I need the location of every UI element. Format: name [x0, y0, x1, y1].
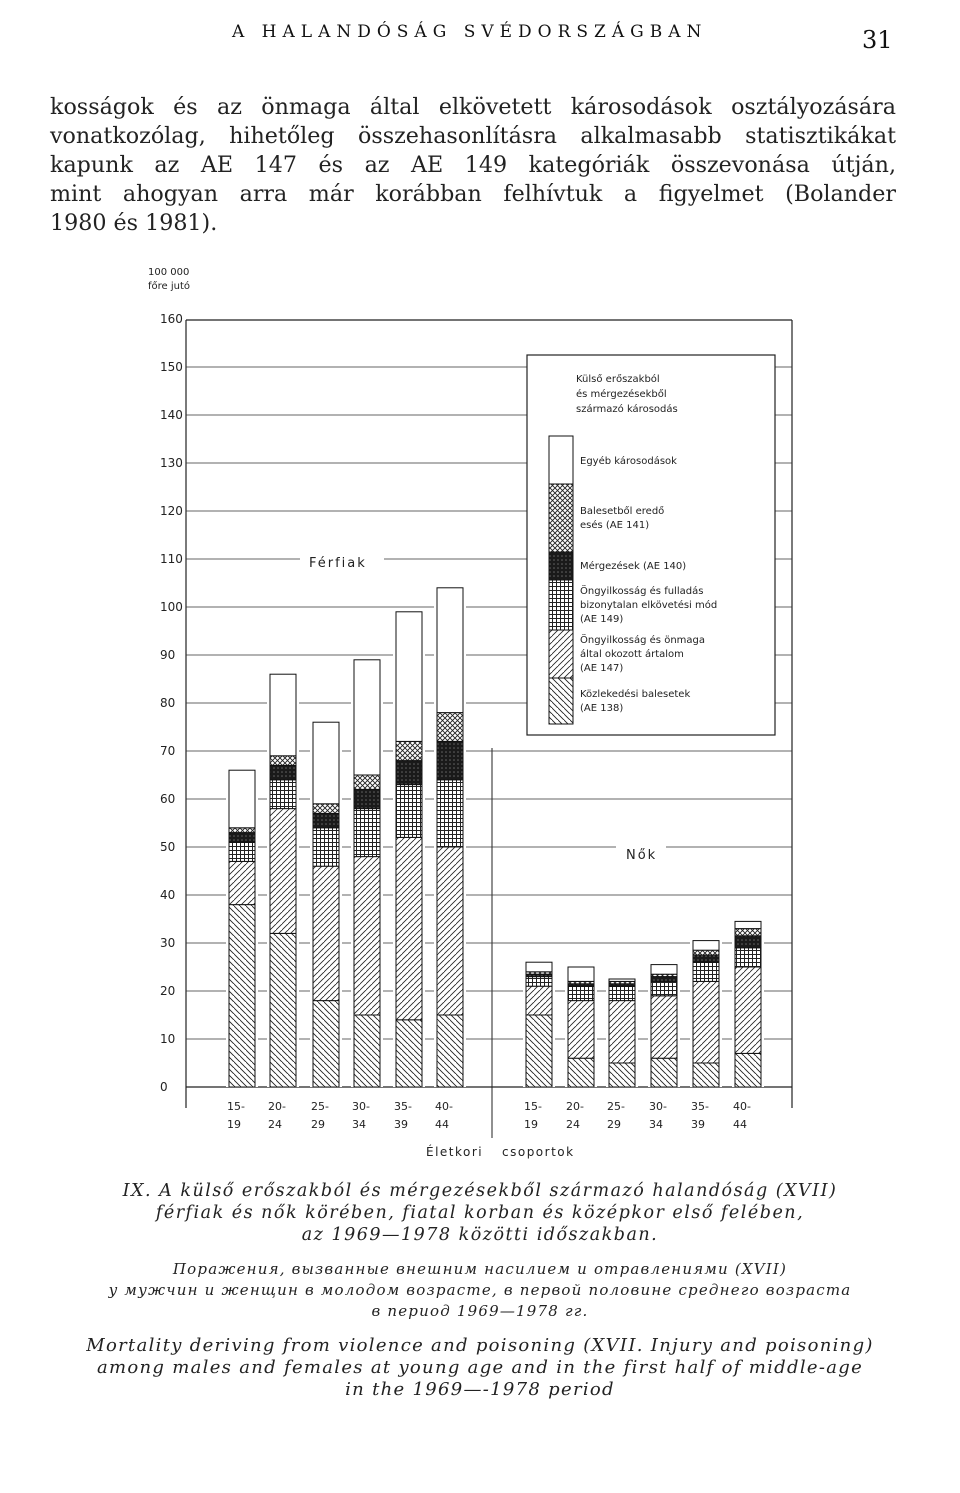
bar-segment-ongy	[526, 986, 552, 1015]
legend-label: Öngyilkosság és önmaga	[580, 635, 705, 646]
y-tick-label: 40	[160, 888, 176, 902]
bar-segment-merg	[270, 765, 296, 779]
legend-label: (AE 149)	[580, 614, 624, 625]
bar-segment-fullad	[229, 842, 255, 861]
x-tick-label: 44	[733, 1118, 747, 1131]
paragraph-line: kosságok és az önmaga által elkövetett károsodások osztályozására	[50, 94, 896, 120]
bar-segment-merg	[437, 741, 463, 779]
bar-segment-ongy	[229, 861, 255, 904]
bar-segment-fullad	[437, 780, 463, 847]
figure-caption	[0, 1180, 960, 1401]
x-tick-label: 35-	[394, 1100, 412, 1113]
y-tick-label: 80	[160, 696, 176, 710]
paragraph-line: vonatkozólag, hihetőleg összehasonlításra alkalmasabb statisztikákat	[50, 123, 896, 149]
bar-segment-eses	[313, 804, 339, 814]
bar-segment-eses	[735, 929, 761, 936]
y-tick-label: 110	[160, 552, 183, 566]
bar-segment-ongy	[270, 809, 296, 934]
bar-segment-fullad	[354, 809, 380, 857]
y-tick-label: 60	[160, 792, 176, 806]
bar-segment-fullad	[609, 986, 635, 1000]
mortality-stacked-bar-chart	[0, 258, 960, 1168]
bar-segment-fullad	[651, 981, 677, 995]
bar-segment-ongy	[693, 981, 719, 1063]
bar-segment-kozl	[354, 1015, 380, 1087]
y-tick-label: 10	[160, 1032, 176, 1046]
bar-segment-kozl	[437, 1015, 463, 1087]
bar-segment-egyeb	[229, 770, 255, 828]
x-tick-label: 15-	[524, 1100, 542, 1113]
legend-label: Egyéb károsodások	[580, 456, 677, 467]
legend-swatch-fullad	[549, 580, 573, 630]
bar-segment-kozl	[526, 1015, 552, 1087]
caption-line: az 1969—1978 közötti időszakban.	[301, 1225, 659, 1245]
bar-segment-egyeb	[735, 921, 761, 928]
bar-segment-egyeb	[437, 588, 463, 713]
y-axis-title-line: főre jutó	[148, 281, 191, 292]
bar-segment-merg	[735, 936, 761, 948]
bar-segment-fullad	[270, 780, 296, 809]
y-tick-label: 90	[160, 648, 176, 662]
x-tick-label: 20-	[268, 1100, 286, 1113]
x-tick-label: 35-	[691, 1100, 709, 1113]
x-tick-label: 24	[268, 1118, 282, 1131]
bar-segment-merg	[229, 833, 255, 843]
y-tick-label: 150	[160, 360, 183, 374]
bar-segment-kozl	[651, 1058, 677, 1087]
caption-english	[0, 1335, 960, 1401]
bar-segment-kozl	[270, 933, 296, 1087]
bar-segment-fullad	[396, 785, 422, 838]
paragraph-line: kapunk az AE 147 és az AE 149 kategóriák összevonása útján,	[50, 152, 896, 178]
x-tick-label: 24	[566, 1118, 580, 1131]
bar-segment-ongy	[313, 866, 339, 1000]
caption-line: in the 1969—-1978 period	[345, 1379, 615, 1400]
bar-segment-fullad	[526, 977, 552, 987]
caption-line: among males and females at young age and in the first half of middle-age	[96, 1357, 864, 1378]
paragraph-line: mint ahogyan arra már korábban felhívtuk a figyelmet (Bolander	[50, 181, 896, 207]
legend-title-line: származó károsodás	[576, 404, 678, 415]
bar-segment-eses	[270, 756, 296, 766]
bar-segment-kozl	[396, 1020, 422, 1087]
legend-swatch-ongy	[549, 630, 573, 678]
page-number: 31	[862, 26, 893, 54]
bar-segment-merg	[313, 813, 339, 827]
x-tick-label: 39	[394, 1118, 408, 1131]
legend-label: Közlekedési balesetek	[580, 689, 691, 700]
bar-segment-fullad	[735, 948, 761, 967]
group-label-women: Nők	[626, 848, 658, 863]
bar-segment-egyeb	[526, 962, 552, 972]
bar-segment-egyeb	[313, 722, 339, 804]
legend-swatch-egyeb	[549, 436, 573, 484]
bar-segment-egyeb	[396, 612, 422, 742]
y-tick-label: 140	[160, 408, 183, 422]
bar-segment-egyeb	[693, 941, 719, 951]
legend-label: esés (AE 141)	[580, 520, 650, 531]
x-tick-label: 29	[311, 1118, 325, 1131]
legend-label: Balesetből eredő	[580, 506, 665, 517]
y-tick-label: 30	[160, 936, 176, 950]
x-tick-label: 40-	[733, 1100, 751, 1113]
x-tick-label: 34	[649, 1118, 663, 1131]
bar-segment-egyeb	[651, 965, 677, 975]
bar-segment-egyeb	[568, 967, 594, 981]
y-tick-label: 70	[160, 744, 176, 758]
bar-segment-kozl	[229, 905, 255, 1087]
x-axis-title-line: csoportok	[502, 1145, 575, 1159]
x-tick-labels	[227, 1100, 751, 1131]
caption-russian	[0, 1259, 960, 1322]
y-tick-labels	[160, 312, 183, 1094]
paragraph-line: 1980 és 1981).	[50, 210, 218, 236]
x-tick-label: 44	[435, 1118, 449, 1131]
bar-segment-ongy	[735, 967, 761, 1053]
legend-label: (AE 138)	[580, 703, 624, 714]
bar-segment-egyeb	[270, 674, 296, 756]
bar-segment-merg	[693, 955, 719, 962]
legend-label: (AE 147)	[580, 663, 624, 674]
bar-segment-fullad	[568, 986, 594, 1000]
x-tick-label: 30-	[352, 1100, 370, 1113]
legend-label: Mérgezések (AE 140)	[580, 561, 687, 572]
legend-swatch-eses	[549, 484, 573, 552]
caption-line: IX. A külső erőszakból és mérgezésekből származó halandóság (XVII)	[122, 1181, 838, 1201]
body-paragraph	[50, 93, 896, 238]
legend-title-line: és mérgezésekből	[576, 389, 667, 400]
y-tick-label: 0	[160, 1080, 168, 1094]
y-tick-label: 20	[160, 984, 176, 998]
x-axis-title-line: Életkori	[426, 1145, 484, 1159]
x-tick-label: 25-	[311, 1100, 329, 1113]
bar-segment-ongy	[396, 837, 422, 1019]
bar-segment-merg	[396, 761, 422, 785]
legend-label: által okozott ártalom	[580, 649, 684, 660]
x-tick-label: 19	[227, 1118, 241, 1131]
legend-label: Öngyilkosság és fulladás	[580, 586, 704, 597]
x-tick-label: 19	[524, 1118, 538, 1131]
bar-segment-kozl	[693, 1063, 719, 1087]
bar-segment-fullad	[693, 962, 719, 981]
x-tick-label: 15-	[227, 1100, 245, 1113]
y-tick-label: 100	[160, 600, 183, 614]
bar-segment-ongy	[651, 996, 677, 1058]
bar-segment-kozl	[313, 1001, 339, 1087]
legend-swatch-merg	[549, 552, 573, 580]
bar-segment-eses	[229, 828, 255, 833]
x-tick-label: 34	[352, 1118, 366, 1131]
x-tick-label: 29	[607, 1118, 621, 1131]
bar-segment-merg	[651, 977, 677, 982]
bar-segment-kozl	[735, 1053, 761, 1087]
bar-segment-eses	[354, 775, 380, 789]
caption-line: férfiak és nők körében, fiatal korban és középkor első felében,	[155, 1203, 805, 1223]
x-tick-label: 25-	[607, 1100, 625, 1113]
bar-segment-kozl	[568, 1058, 594, 1087]
running-head: A HALANDÓSÁG SVÉDORSZÁGBAN	[232, 22, 708, 42]
legend-title-line: Külső erőszakból	[576, 374, 660, 385]
caption-line: Поражения, вызванные внешним насилием и отравлениями (XVII)	[172, 1260, 788, 1278]
bar-segment-ongy	[568, 1001, 594, 1059]
y-tick-label: 130	[160, 456, 183, 470]
bar-segment-eses	[437, 713, 463, 742]
x-tick-label: 39	[691, 1118, 705, 1131]
y-tick-label: 160	[160, 312, 183, 326]
group-label-men: Férfiak	[309, 556, 367, 571]
bar-segment-ongy	[437, 847, 463, 1015]
bar-segment-eses	[693, 950, 719, 955]
bar-segment-egyeb	[354, 660, 380, 775]
y-tick-label: 50	[160, 840, 176, 854]
caption-line: в период 1969—1978 гг.	[371, 1302, 589, 1320]
legend-swatch-kozl	[549, 678, 573, 724]
y-tick-label: 120	[160, 504, 183, 518]
caption-hungarian	[0, 1180, 960, 1246]
bar-segment-fullad	[313, 828, 339, 866]
caption-line: у мужчин и женщин в молодом возрасте, в первой половине среднего возраста	[108, 1281, 852, 1299]
bar-segment-ongy	[609, 1001, 635, 1063]
bar-segment-egyeb	[609, 979, 635, 981]
x-tick-label: 20-	[566, 1100, 584, 1113]
bar-segment-eses	[396, 741, 422, 760]
y-axis-title-line: 100 000	[148, 267, 190, 278]
bar-segment-merg	[354, 789, 380, 808]
x-tick-label: 40-	[435, 1100, 453, 1113]
x-tick-label: 30-	[649, 1100, 667, 1113]
caption-line: Mortality deriving from violence and poisoning (XVII. Injury and poisoning)	[86, 1335, 874, 1356]
legend-label: bizonytalan elkövetési mód	[580, 600, 718, 611]
bar-segment-kozl	[609, 1063, 635, 1087]
bar-segment-ongy	[354, 857, 380, 1015]
